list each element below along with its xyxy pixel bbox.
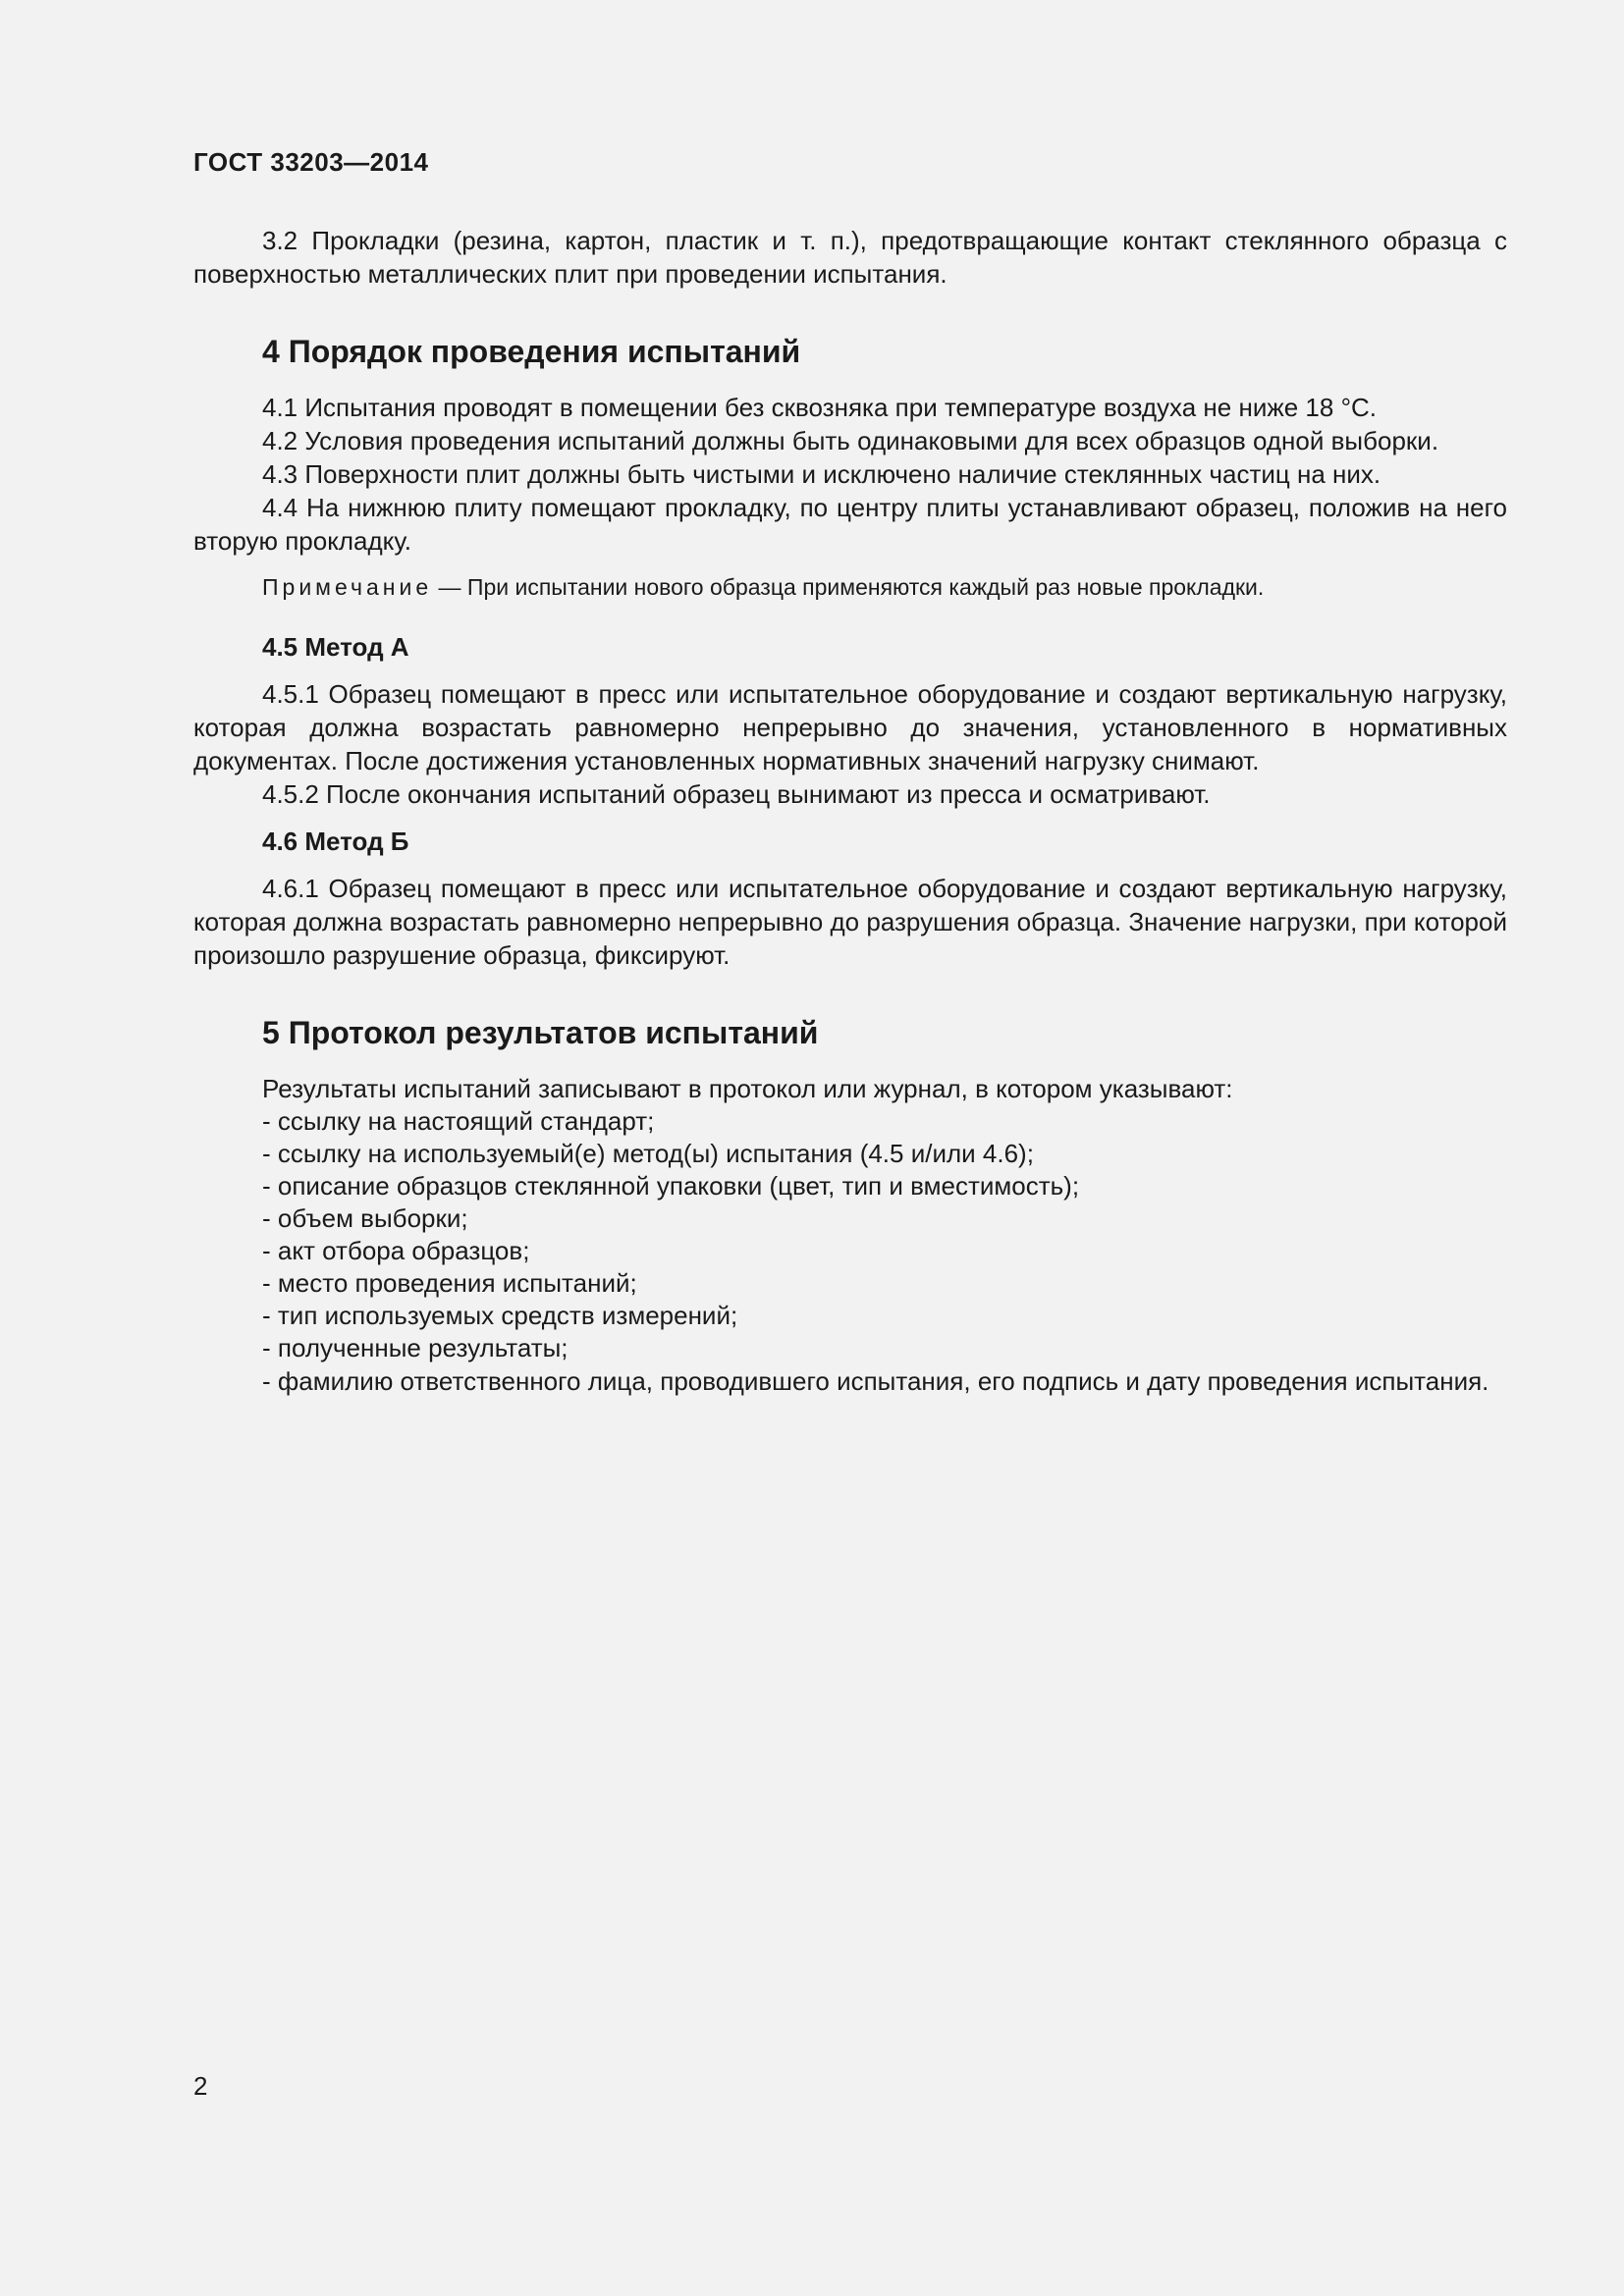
subsection-4-6-heading: 4.6 Метод Б bbox=[262, 827, 409, 856]
list-item: - полученные результаты; bbox=[262, 1333, 568, 1362]
list-item: - ссылку на используемый(е) метод(ы) испытания (4.5 и/или 4.6); bbox=[262, 1139, 1034, 1168]
subsection-4-5-heading: 4.5 Метод А bbox=[262, 632, 409, 662]
list-item: - объем выборки; bbox=[262, 1203, 468, 1233]
note-text: — При испытании нового образца применяются каждый раз новые прокладки. bbox=[432, 574, 1265, 600]
list-item-last: - фамилию ответственного лица, проводившего испытания, его подпись и дату проведения испытания. bbox=[262, 1366, 1489, 1396]
document-body bbox=[193, 224, 1507, 1398]
results-list bbox=[193, 1105, 1507, 1364]
note-label: Примечание bbox=[262, 574, 433, 600]
section-5-heading: 5 Протокол результатов испытаний bbox=[262, 1015, 819, 1050]
list-item: - ссылку на настоящий стандарт; bbox=[262, 1106, 655, 1136]
list-item: - описание образцов стеклянной упаковки (цвет, тип и вместимость); bbox=[262, 1171, 1080, 1201]
list-item: - акт отбора образцов; bbox=[262, 1236, 530, 1265]
paragraph-3-2: 3.2 Прокладки (резина, картон, пластик и т. п.), предотвращающие контакт стеклянного образца с поверхностью металлических плит при проведении испытания. bbox=[193, 226, 1507, 289]
paragraph-4-5-2: 4.5.2 После окончания испытаний образец вынимают из пресса и осматривают. bbox=[262, 779, 1211, 809]
paragraph-4-2: 4.2 Условия проведения испытаний должны быть одинаковыми для всех образцов одной выборки. bbox=[262, 426, 1439, 455]
paragraph-4-3: 4.3 Поверхности плит должны быть чистыми и исключено наличие стеклянных частиц на них. bbox=[262, 459, 1381, 489]
paragraph-4-4: 4.4 На нижнюю плиту помещают прокладку, по центру плиты устанавливают образец, положив на него вторую прокладку. bbox=[193, 493, 1507, 556]
section-4-heading: 4 Порядок проведения испытаний bbox=[262, 334, 801, 369]
page-number: 2 bbox=[193, 2071, 208, 2101]
paragraph-4-5-1: 4.5.1 Образец помещают в пресс или испытательное оборудование и создают вертикальную нагрузку, которая должна возрастать равномерно непрерывно до значения, установленного в нормативных документах. После достижения установленных нормативных значений нагрузку снимают. bbox=[193, 679, 1507, 775]
list-item: - место проведения испытаний; bbox=[262, 1268, 637, 1298]
list-item: - тип используемых средств измерений; bbox=[262, 1301, 738, 1330]
note bbox=[193, 571, 1507, 603]
paragraph-5-intro: Результаты испытаний записывают в протокол или журнал, в котором указывают: bbox=[262, 1074, 1233, 1103]
document-header: ГОСТ 33203—2014 bbox=[193, 147, 429, 177]
paragraph-4-6-1: 4.6.1 Образец помещают в пресс или испытательное оборудование и создают вертикальную нагрузку, которая должна возрастать равномерно непрерывно до разрушения образца. Значение нагрузки, при которой произошло разрушение образца, фиксируют. bbox=[193, 874, 1507, 970]
paragraph-4-1: 4.1 Испытания проводят в помещении без сквозняка при температуре воздуха не ниже 18 °C. bbox=[262, 393, 1377, 422]
